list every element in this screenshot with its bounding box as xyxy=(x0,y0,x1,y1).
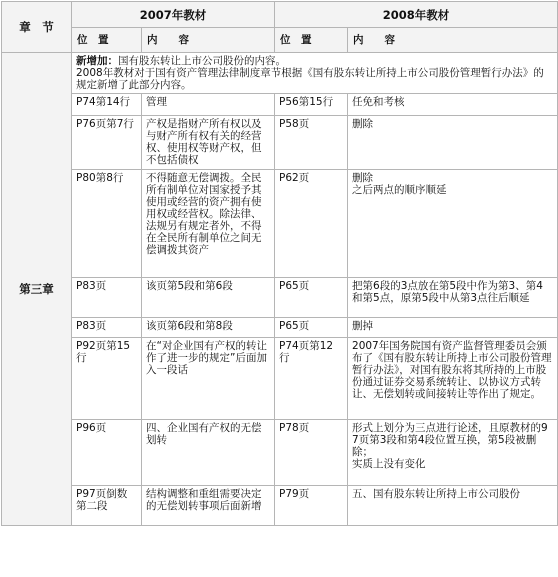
table-row xyxy=(2,338,558,420)
position-2008: P58页 xyxy=(275,116,348,170)
position-2008: P65页 xyxy=(275,318,348,338)
content-2007: 该页第5段和第6段 xyxy=(142,278,275,318)
chapter-label: 第三章 xyxy=(2,53,72,526)
note-line2: 2008年教材对于国有资产管理法律制度章节根据《国有股东转让所持上市公司股份管理暂行办法》的规定新增了此部分内容。 xyxy=(76,67,544,91)
position-2007: P83页 xyxy=(72,278,142,318)
content-2008: 任免和考核 xyxy=(348,94,558,116)
position-2008-header: 位 置 xyxy=(275,28,348,53)
position-2007-header: 位 置 xyxy=(72,28,142,53)
position-2007: P92页第15行 xyxy=(72,338,142,420)
position-2008: P79页 xyxy=(275,486,348,526)
subheader-row xyxy=(2,28,558,53)
position-2008: P56第15行 xyxy=(275,94,348,116)
note-line1 xyxy=(76,55,553,67)
position-2008: P65页 xyxy=(275,278,348,318)
content-2007: 在“对企业国有产权的转让作了进一步的规定”后面加入一段话 xyxy=(142,338,275,420)
position-2008: P78页 xyxy=(275,420,348,486)
table-row xyxy=(2,486,558,526)
content-2007: 结构调整和重组需要决定的无偿划转事项后面新增 xyxy=(142,486,275,526)
note-text1: 国有股东转让上市公司股份的内容。 xyxy=(118,55,286,67)
note-title: 新增加： xyxy=(76,55,118,67)
table-row xyxy=(2,278,558,318)
year-2007-header: 2007年教材 xyxy=(72,2,275,28)
content-2008: 删掉 xyxy=(348,318,558,338)
content-2008-header: 内 容 xyxy=(348,28,558,53)
content-2007: 该页第6段和第8段 xyxy=(142,318,275,338)
position-2007: P96页 xyxy=(72,420,142,486)
position-2007: P97页倒数第二段 xyxy=(72,486,142,526)
note-cell xyxy=(72,53,558,94)
header-row xyxy=(2,2,558,28)
content-2007: 产权是指财产所有权以及与财产所有权有关的经营权、使用权等财产权，但不包括债权 xyxy=(142,116,275,170)
content-2007: 管理 xyxy=(142,94,275,116)
year-2008-header: 2008年教材 xyxy=(275,2,558,28)
content-2008: 形式上划分为三点进行论述，且原教材的97页第3段和第4段位置互换，第5段被删除； 实质上没有变化 xyxy=(348,420,558,486)
content-2008: 把第6段的3点放在第5段中作为第3、第4和第5点，原第5段中从第3点往后顺延 xyxy=(348,278,558,318)
comparison-table xyxy=(1,1,558,526)
content-2007: 四、企业国有产权的无偿划转 xyxy=(142,420,275,486)
content-2008: 2007年国务院国有资产监督管理委员会颁布了《国有股东转让所持上市公司股份管理暂行办法》，对国有股东将其所持的上市股份通过证券交易系统转让、以协议方式转让、无偿划转或间接转让等作出了规定。 xyxy=(348,338,558,420)
position-2007: P76页第7行 xyxy=(72,116,142,170)
chapter-header: 章 节 xyxy=(2,2,72,53)
content-2007-header: 内 容 xyxy=(142,28,275,53)
content-2008: 删除 xyxy=(348,116,558,170)
note-row xyxy=(2,53,558,94)
position-2007: P83页 xyxy=(72,318,142,338)
content-2007: 不得随意无偿调拨。全民所有制单位对国家授予其使用或经营的资产拥有使用权或经营权。除法律、法规另有规定者外，不得在全民所有制单位之间无偿调拨其资产 xyxy=(142,170,275,278)
table-row xyxy=(2,170,558,278)
position-2008: P74页第12行 xyxy=(275,338,348,420)
position-2008: P62页 xyxy=(275,170,348,278)
content-2008: 删除 之后两点的顺序顺延 xyxy=(348,170,558,278)
position-2007: P74第14行 xyxy=(72,94,142,116)
position-2007: P80第8行 xyxy=(72,170,142,278)
table-row xyxy=(2,116,558,170)
table-row xyxy=(2,420,558,486)
table-row xyxy=(2,318,558,338)
content-2008: 五、国有股东转让所持上市公司股份 xyxy=(348,486,558,526)
table-row xyxy=(2,94,558,116)
